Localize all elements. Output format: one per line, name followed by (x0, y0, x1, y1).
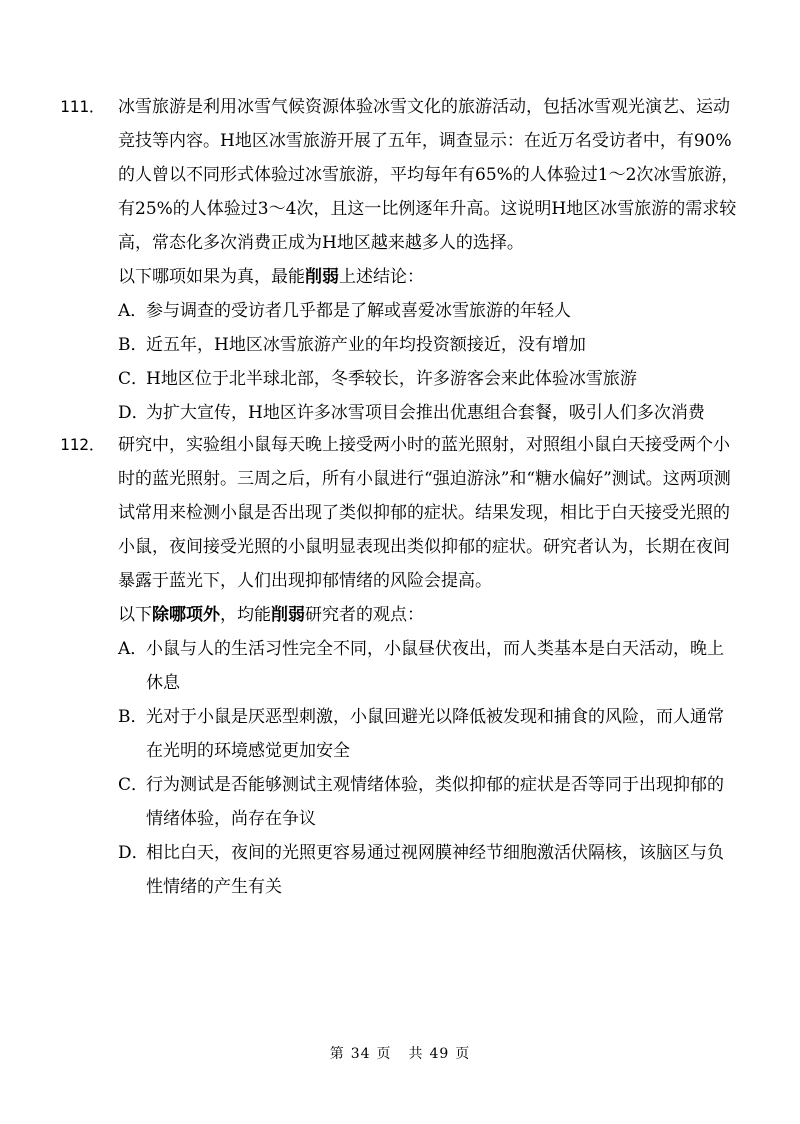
prompt-emphasis: 削弱 (305, 267, 339, 287)
option-label: B． (118, 335, 148, 355)
option-text: 相比白天，夜间的光照更容易通过视网膜神经节细胞激活伏隔核，该脑区与负性情绪的产生有关 (146, 843, 724, 897)
option-b[interactable] (60, 700, 740, 768)
question-stem (60, 428, 740, 598)
option-text: 小鼠与人的生活习性完全不同，小鼠昼伏夜出，而人类基本是白天活动，晚上休息 (146, 639, 724, 693)
question-112 (60, 428, 740, 904)
prompt-text-mid: ，均能 (220, 605, 271, 625)
total-prefix: 共 (408, 1046, 424, 1062)
question-prompt (60, 260, 740, 294)
option-label: A． (118, 639, 148, 659)
option-b[interactable] (60, 328, 740, 362)
page-prefix: 第 (329, 1046, 345, 1062)
prompt-text: 以下 (118, 605, 152, 625)
option-text: 近五年，H地区冰雪旅游产业的年均投资额接近，没有增加 (146, 335, 586, 355)
option-label: A． (118, 301, 148, 321)
prompt-emphasis: 除哪项外 (152, 605, 220, 625)
option-text: 行为测试是否能够测试主观情绪体验，类似抑郁的症状是否等同于出现抑郁的情绪体验，尚存在争议 (146, 775, 724, 829)
option-d[interactable] (60, 396, 740, 430)
option-c[interactable] (60, 768, 740, 836)
question-111 (60, 90, 740, 430)
option-d[interactable] (60, 836, 740, 904)
option-label: C． (118, 369, 149, 389)
question-text: 研究中，实验组小鼠每天晚上接受两小时的蓝光照射，对照组小鼠白天接受两个小时的蓝光照射。三周之后，所有小鼠进行“强迫游泳”和“糖水偏好”测试。这两项测试常用来检测小鼠是否出现了类似抑郁的症状。结果发现，相比于白天接受光照的小鼠，夜间接受光照的小鼠明显表现出类似抑郁的症状。研究者认为，长期在夜间暴露于蓝光下，人们出现抑郁情绪的风险会提高。 (118, 435, 731, 591)
page-unit: 页 (376, 1046, 392, 1062)
page-current: 34 (350, 1046, 371, 1062)
option-a[interactable] (60, 632, 740, 700)
prompt-text: 以下哪项如果为真，最能 (118, 267, 305, 287)
option-text: H地区位于北半球北部，冬季较长，许多游客会来此体验冰雪旅游 (146, 369, 637, 389)
page-footer (0, 1043, 800, 1063)
option-label: D． (118, 843, 149, 863)
option-label: D． (118, 403, 149, 423)
total-unit: 页 (455, 1046, 471, 1062)
option-text: 参与调查的受访者几乎都是了解或喜爱冰雪旅游的年轻人 (146, 301, 571, 321)
question-text: 冰雪旅游是利用冰雪气候资源体验冰雪文化的旅游活动，包括冰雪观光演艺、运动竞技等内容。H地区冰雪旅游开展了五年，调查显示：在近万名受访者中，有90%的人曾以不同形式体验过冰雪旅游，平均每年有65%的人体验过1～2次冰雪旅游，有25%的人体验过3～4次，且这一比例逐年升高。这说明H地区冰雪旅游的需求较高，常态化多次消费正成为H地区越来越多人的选择。 (118, 97, 739, 253)
option-text: 光对于小鼠是厌恶型刺激，小鼠回避光以降低被发现和捕食的风险，而人通常在光明的环境感觉更加安全 (146, 707, 724, 761)
option-label: C． (118, 775, 149, 795)
question-number: 112． (60, 435, 105, 454)
question-number: 111． (60, 97, 105, 116)
option-c[interactable] (60, 362, 740, 396)
question-prompt (60, 598, 740, 632)
question-stem (60, 90, 740, 260)
prompt-text-end: 上述结论： (339, 267, 424, 287)
prompt-emphasis-2: 削弱 (271, 605, 305, 625)
option-a[interactable] (60, 294, 740, 328)
page-total: 49 (429, 1046, 450, 1062)
option-label: B． (118, 707, 148, 727)
option-text: 为扩大宣传，H地区许多冰雪项目会推出优惠组合套餐，吸引人们多次消费 (146, 403, 705, 423)
prompt-text-end: 研究者的观点： (305, 605, 424, 625)
